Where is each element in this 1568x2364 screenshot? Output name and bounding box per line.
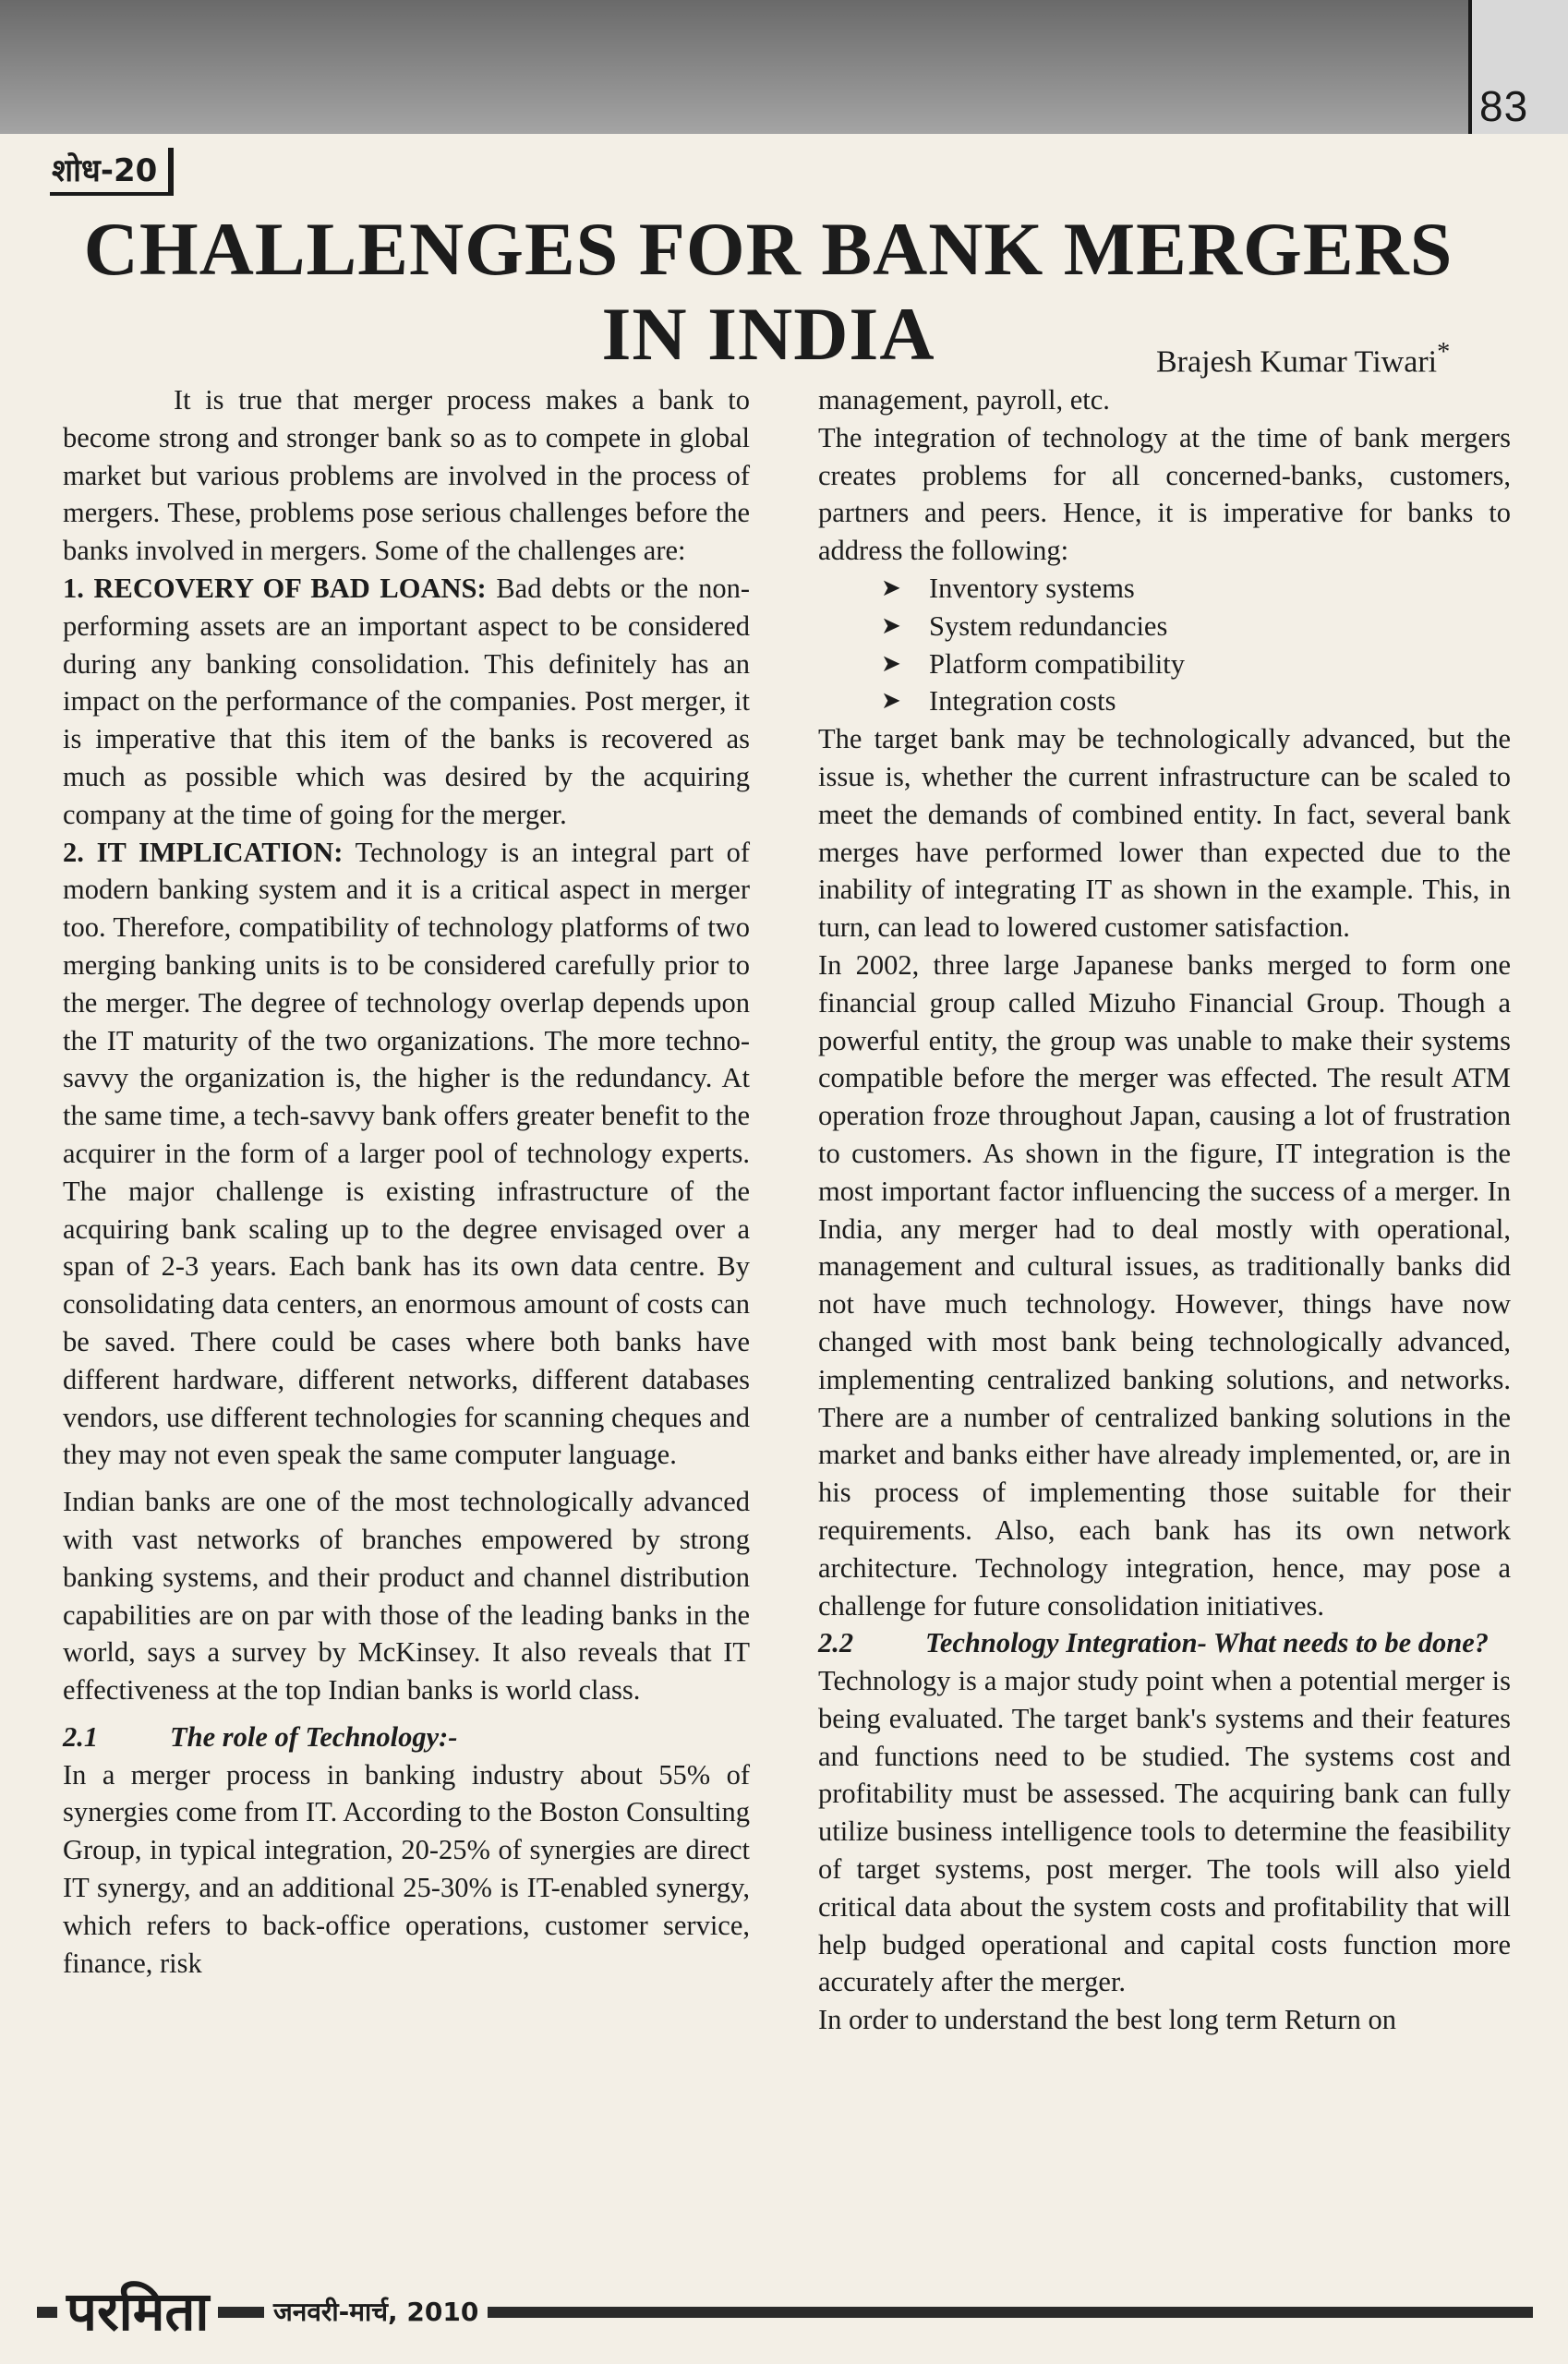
- page-number: 83: [1479, 82, 1529, 130]
- indian-banks-paragraph: Indian banks are one of the most technologically advanced with vast networks of branches empowered by strong banking systems, and their product and channel distribution capabilities are on par with those of the leading banks in the world, says a survey by McKinsey. It also reveals that IT effectiveness at the top Indian banks is world class.: [63, 1486, 750, 1707]
- page-footer: [37, 2280, 1533, 2343]
- arrow-bullet-icon: ➤: [881, 649, 901, 678]
- subsection-2-2-heading: [818, 1624, 1511, 1662]
- author-footnote-mark: *: [1437, 338, 1451, 367]
- list-item-text: System redundancies: [929, 609, 1168, 642]
- list-item-text: Platform compatibility: [929, 647, 1186, 680]
- section-label: शोध-20: [50, 148, 174, 196]
- arrow-bullet-icon: ➤: [881, 611, 901, 640]
- return-on-paragraph: In order to understand the best long term Return on: [818, 2004, 1396, 2036]
- bullet-list: [818, 570, 1511, 720]
- title-line-1: CHALLENGES FOR BANK MERGERS: [83, 207, 1453, 291]
- list-item: [881, 682, 1511, 720]
- subsection-2-1-title: The role of Technology:-: [170, 1720, 458, 1753]
- header-band: [0, 0, 1478, 134]
- intro-paragraph: It is true that merger process makes a bank to become strong and stronger bank so as to compete in global market but various problems are involved in the process of mergers. These, problems pose serious challenges before the banks involved in mergers. Some of the challenges are:: [63, 384, 750, 567]
- section-2-paragraph: [63, 834, 750, 1475]
- section-2-text: Technology is an integral part of modern banking system and it is a critical aspect in merger too. Therefore, compatibility of technology platforms of two merging banking units is to be considered carefully prior to the merger. The degree of technology overlap depends upon the IT maturity of the two organizations. The more techno-savvy the organization is, the higher is the redundancy. At the same time, a tech-savvy bank offers greater benefit to the acquirer in the form of a larger pool of technology experts. The major challenge is existing infrastructure of the acquiring bank scaling up to the degree envisaged over a span of 2-3 years. Each bank has its own data centre. By consolidating data centers, an enormous amount of costs can be saved. There could be cases where both banks have different hardware, different networks, different databases vendors, use different technologies for scanning cheques and they may not even speak the same computer language.: [63, 836, 750, 1471]
- list-item: [881, 608, 1511, 645]
- section-1-heading: 1. RECOVERY OF BAD LOANS:: [63, 572, 487, 604]
- subsection-2-1-number: 2.1: [63, 1720, 99, 1753]
- arrow-bullet-icon: ➤: [881, 687, 901, 716]
- author-byline: [1156, 338, 1450, 380]
- role-of-technology-paragraph: In a merger process in banking industry about 55% of synergies come from IT. According to the Boston Consulting Group, in typical integration, 20-25% of synergies are direct IT synergy, and an additional 25-30% is IT-enabled synergy, which refers to back-office operations, customer service, finance, risk: [63, 1758, 750, 1979]
- list-item-text: Integration costs: [929, 685, 1116, 718]
- author-name: Brajesh Kumar Tiwari: [1156, 344, 1438, 380]
- list-item-text: Inventory systems: [929, 572, 1135, 604]
- journal-name: परमिता: [57, 2281, 218, 2342]
- subsection-2-1-heading: [63, 1719, 750, 1756]
- arrow-bullet-icon: ➤: [881, 573, 901, 602]
- title-line-2: IN INDIA: [601, 292, 935, 376]
- section-1-text: Bad debts or the non-performing assets are an important aspect to be considered during any banking consolidation. This definitely has an impact on the performance of the companies. Post merger, it is imperative that this item of the banks is recovered as much as possible which was desired by the acquiring company at the time of going for the merger.: [63, 572, 750, 830]
- list-item: [881, 570, 1511, 608]
- mizuho-paragraph: In 2002, three large Japanese banks merged to form one financial group called Mizuho Financial Group. Though a powerful entity, the group was unable to make their systems compatible before the merger was effected. The result ATM operation froze throughout Japan, causing a lot of frustration to customers. As shown in the figure, IT integration is the most important factor influencing the success of a merger. In India, any merger had to deal mostly with operational, management and cultural issues, as traditionally banks did not have much technology. However, things have now changed with most bank being technologically advanced, implementing centralized banking solutions, and networks. There are a number of centralized banking solutions in the market and banks either have already implemented, or, are in his process of implementing those suitable for their requirements. Also, each bank has its own network architecture. Technology integration, hence, may pose a challenge for future consolidation initiatives.: [818, 948, 1511, 1622]
- footer-rule: [37, 2307, 1533, 2318]
- study-point-paragraph: Technology is a major study point when a potential merger is being evaluated. The target bank's systems and their features and functions need to be studied. The systems cost and profitability must be assessed. The acquiring bank can fully utilize business intelligence tools to determine the feasibility of target systems, post merger. The tools will also yield critical data about the system costs and profitability that will help budged operational and capital costs function more accurately after the merger.: [818, 1665, 1511, 1998]
- target-bank-paragraph: The target bank may be technologically advanced, but the issue is, whether the current infrastructure can be scaled to meet the demands of combined entity. In fact, several bank merges have performed lower than expected due to the inability of integrating IT as shown in the example. This, in turn, can lead to lowered customer satisfaction.: [818, 723, 1511, 944]
- list-item: [881, 645, 1511, 683]
- integration-paragraph: The integration of technology at the time of bank mergers creates problems for all concerned-banks, customers, partners and peers. Hence, it is imperative for banks to address the following:: [818, 421, 1511, 567]
- section-2-heading: 2. IT IMPLICATION:: [63, 836, 344, 868]
- left-column: [63, 381, 750, 1982]
- section-1-paragraph: [63, 570, 750, 834]
- right-column: [818, 381, 1511, 2039]
- continued-text: management, payroll, etc.: [818, 384, 1110, 416]
- subsection-2-2-title: Technology Integration- What needs to be done?: [925, 1627, 1490, 1659]
- issue-date: जनवरी-मार्च, 2010: [264, 2296, 488, 2329]
- subsection-2-2-number: 2.2: [818, 1627, 854, 1659]
